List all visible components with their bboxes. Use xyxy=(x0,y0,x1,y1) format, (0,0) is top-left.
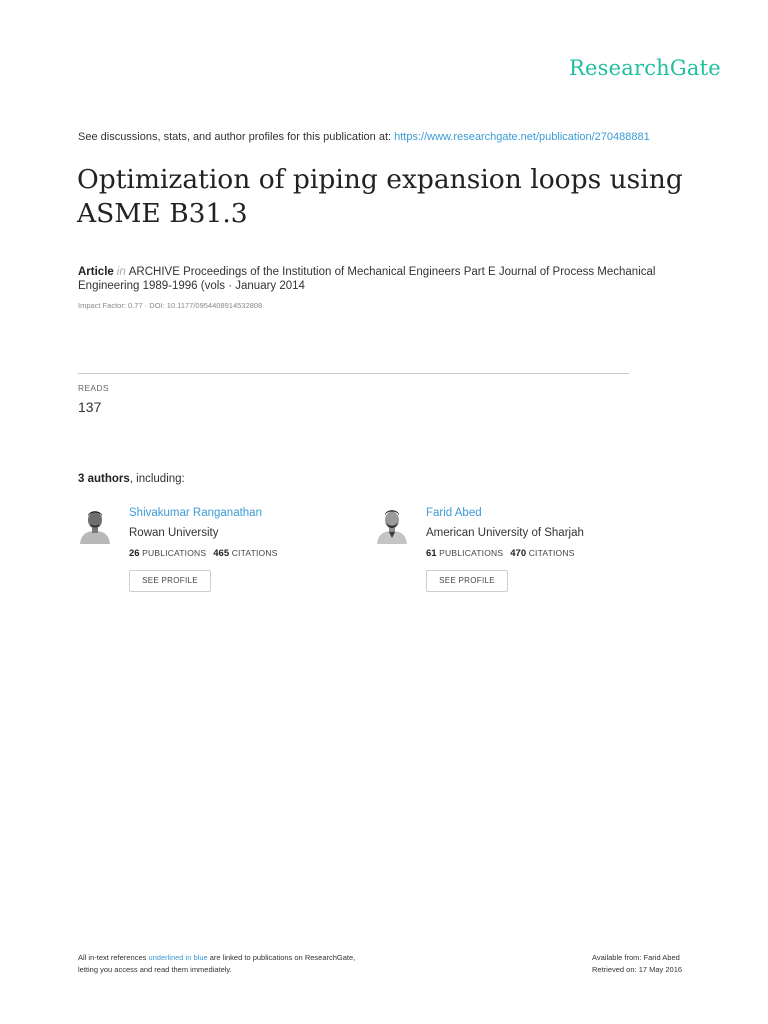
article-source: ARCHIVE Proceedings of the Institution of Mechanical Engineers Part E Journal of Process Mechanical Engineering 1989-1996 (vols · January 2014 xyxy=(78,266,656,292)
author-name[interactable]: Shivakumar Ranganathan xyxy=(129,507,262,519)
author-institution: American University of Sharjah xyxy=(426,527,584,539)
publications-label: PUBLICATIONS xyxy=(142,548,207,558)
footer-text: are linked to publications on ResearchGate, xyxy=(207,953,356,962)
publications-count: 61 xyxy=(426,548,437,559)
article-meta xyxy=(78,265,698,293)
publication-link[interactable]: https://www.researchgate.net/publication/270488881 xyxy=(394,131,650,143)
footer-text: letting you access and read them immediately. xyxy=(78,965,232,974)
discussion-text: See discussions, stats, and author profiles for this publication at: xyxy=(78,131,395,143)
author-institution: Rowan University xyxy=(129,527,219,539)
impact-doi: Impact Factor: 0.77 · DOI: 10.1177/0954408914532808 xyxy=(78,301,263,310)
citations-count: 470 xyxy=(510,548,527,559)
authors-count: 3 authors xyxy=(78,473,130,485)
see-profile-button[interactable]: SEE PROFILE xyxy=(426,570,508,592)
article-type: Article xyxy=(78,266,114,278)
author-info xyxy=(426,506,666,592)
avatar[interactable] xyxy=(375,506,409,544)
avatar[interactable] xyxy=(78,506,112,544)
footer-note xyxy=(78,952,355,976)
divider xyxy=(78,373,629,374)
authors-heading xyxy=(78,473,185,485)
see-profile-button[interactable]: SEE PROFILE xyxy=(129,570,211,592)
reads-label: READS xyxy=(78,383,109,393)
researchgate-logo[interactable]: ResearchGate xyxy=(569,56,721,80)
retrieved-on: Retrieved on: 17 May 2016 xyxy=(592,965,683,974)
citations-label: CITATIONS xyxy=(231,548,278,558)
discussion-line xyxy=(78,131,650,143)
author-stats xyxy=(426,548,666,559)
in-label: in xyxy=(116,266,126,278)
author-name[interactable]: Farid Abed xyxy=(426,507,482,519)
footer-retrieval xyxy=(592,952,682,976)
publication-title: Optimization of piping expansion loops using ASME B31.3 xyxy=(77,164,683,229)
publications-count: 26 xyxy=(129,548,140,559)
citations-count: 465 xyxy=(213,548,230,559)
author-stats xyxy=(129,548,369,559)
reads-count: 137 xyxy=(78,399,102,415)
publications-label: PUBLICATIONS xyxy=(439,548,504,558)
authors-heading-rest: , including: xyxy=(129,473,185,485)
footer-text: All in-text references xyxy=(78,953,149,962)
underlined-in-blue-text: underlined in blue xyxy=(148,953,208,962)
citations-label: CITATIONS xyxy=(528,548,575,558)
available-from: Available from: Farid Abed xyxy=(592,953,680,962)
author-info xyxy=(129,506,369,592)
